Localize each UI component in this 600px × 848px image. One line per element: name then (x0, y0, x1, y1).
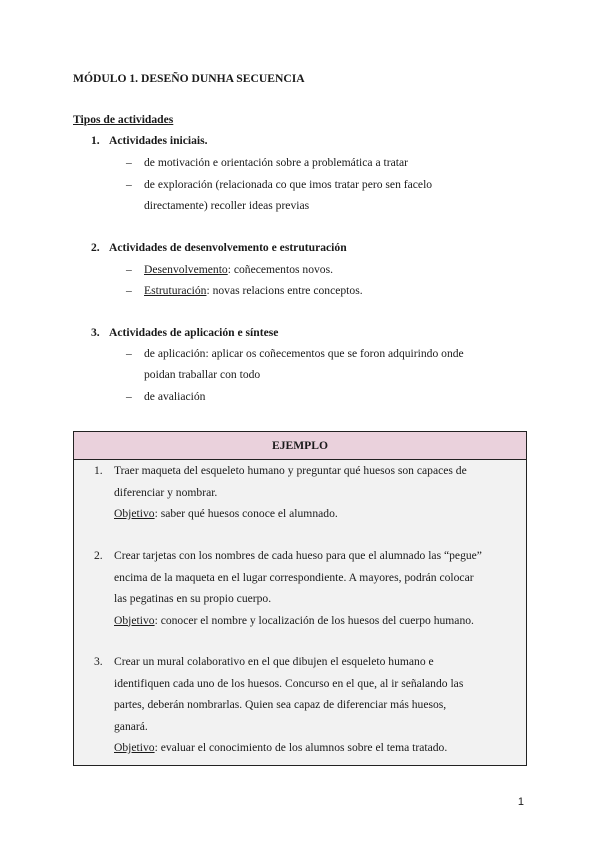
objective-label: Objetivo (114, 507, 155, 520)
dash-bullet: – (126, 178, 132, 191)
example-line: diferenciar y nombrar. (114, 485, 218, 499)
item-continuation: poidan traballar con todo (144, 368, 261, 381)
example-number: 2. (94, 549, 103, 562)
list-item (126, 343, 464, 381)
dash-bullet: – (126, 347, 132, 360)
item-continuation: directamente) recoller ideas previas (144, 199, 310, 212)
item-term: Desenvolvemento (144, 263, 228, 276)
example-objective (114, 737, 519, 759)
item-text: : novas relacions entre conceptos. (206, 284, 363, 297)
objective-text: : saber qué huesos conoce el alumnado. (154, 507, 338, 520)
item-text: de aplicación: aplicar os coñecementos que se foron adquirindo onde (144, 347, 464, 360)
example-line: ganará. (114, 719, 148, 733)
page-title: MÓDULO 1. DESEÑO DUNHA SECUENCIA (73, 72, 305, 85)
dash-bullet: – (126, 156, 132, 169)
example-line: encima de la maqueta en el lugar correspondiente. A mayores, podrán colocar (114, 570, 474, 584)
objective-text: : evaluar el conocimiento de los alumnos sobre el tema tratado. (154, 741, 448, 754)
group-title: Actividades de aplicación e síntese (109, 326, 279, 339)
example-line: identifiquen cada uno de los huesos. Concurso en el que, al ir señalando las (114, 676, 464, 690)
dash-bullet: – (126, 390, 132, 403)
example-number: 1. (94, 464, 103, 477)
objective-label: Objetivo (114, 741, 155, 754)
objective-text: : conocer el nombre y localización de los huesos del cuerpo humano. (154, 613, 474, 627)
item-text: de motivación e orientación sobre a problemática a tratar (144, 156, 408, 169)
item-term: Estruturación (144, 284, 207, 297)
group-heading (91, 134, 208, 147)
example-line: Crear tarjetas con los nombres de cada hueso para que el alumnado las “pegue” (114, 549, 482, 562)
list-item (126, 259, 333, 280)
dash-bullet: – (126, 284, 132, 297)
list-item (126, 386, 205, 407)
item-text: : coñecementos novos. (227, 263, 334, 276)
example-header: EJEMPLO (74, 432, 526, 460)
item-text: de exploración (relacionada co que imos tratar pero sen facelo (144, 178, 433, 191)
group-title: Actividades de desenvolvemento e estruturación (109, 241, 347, 254)
page-number: 1 (517, 796, 524, 808)
example-number: 3. (94, 655, 103, 668)
group-number: 3. (91, 326, 100, 339)
example-box (73, 431, 527, 766)
item-text: de avaliación (144, 390, 206, 403)
group-number: 1. (91, 134, 100, 147)
group-heading (91, 241, 347, 254)
group-title: Actividades iniciais. (109, 134, 208, 147)
list-item (126, 174, 433, 212)
example-line: partes, deberán nombrarlas. Quien sea capaz de diferenciar más huesos, (114, 698, 447, 711)
example-objective (114, 503, 519, 525)
example-objective (114, 610, 519, 632)
section-title: Tipos de actividades (73, 113, 174, 126)
example-line: Crear un mural colaborativo en el que dibujen el esqueleto humano e (114, 655, 434, 668)
list-item (126, 152, 408, 173)
group-number: 2. (91, 241, 100, 254)
group-heading (91, 326, 278, 339)
dash-bullet: – (126, 263, 132, 276)
example-line: Traer maqueta del esqueleto humano y preguntar qué huesos son capaces de (114, 464, 467, 477)
objective-label: Objetivo (114, 613, 155, 627)
example-line: las pegatinas en su propio cuerpo. (114, 592, 272, 605)
list-item (126, 280, 363, 301)
